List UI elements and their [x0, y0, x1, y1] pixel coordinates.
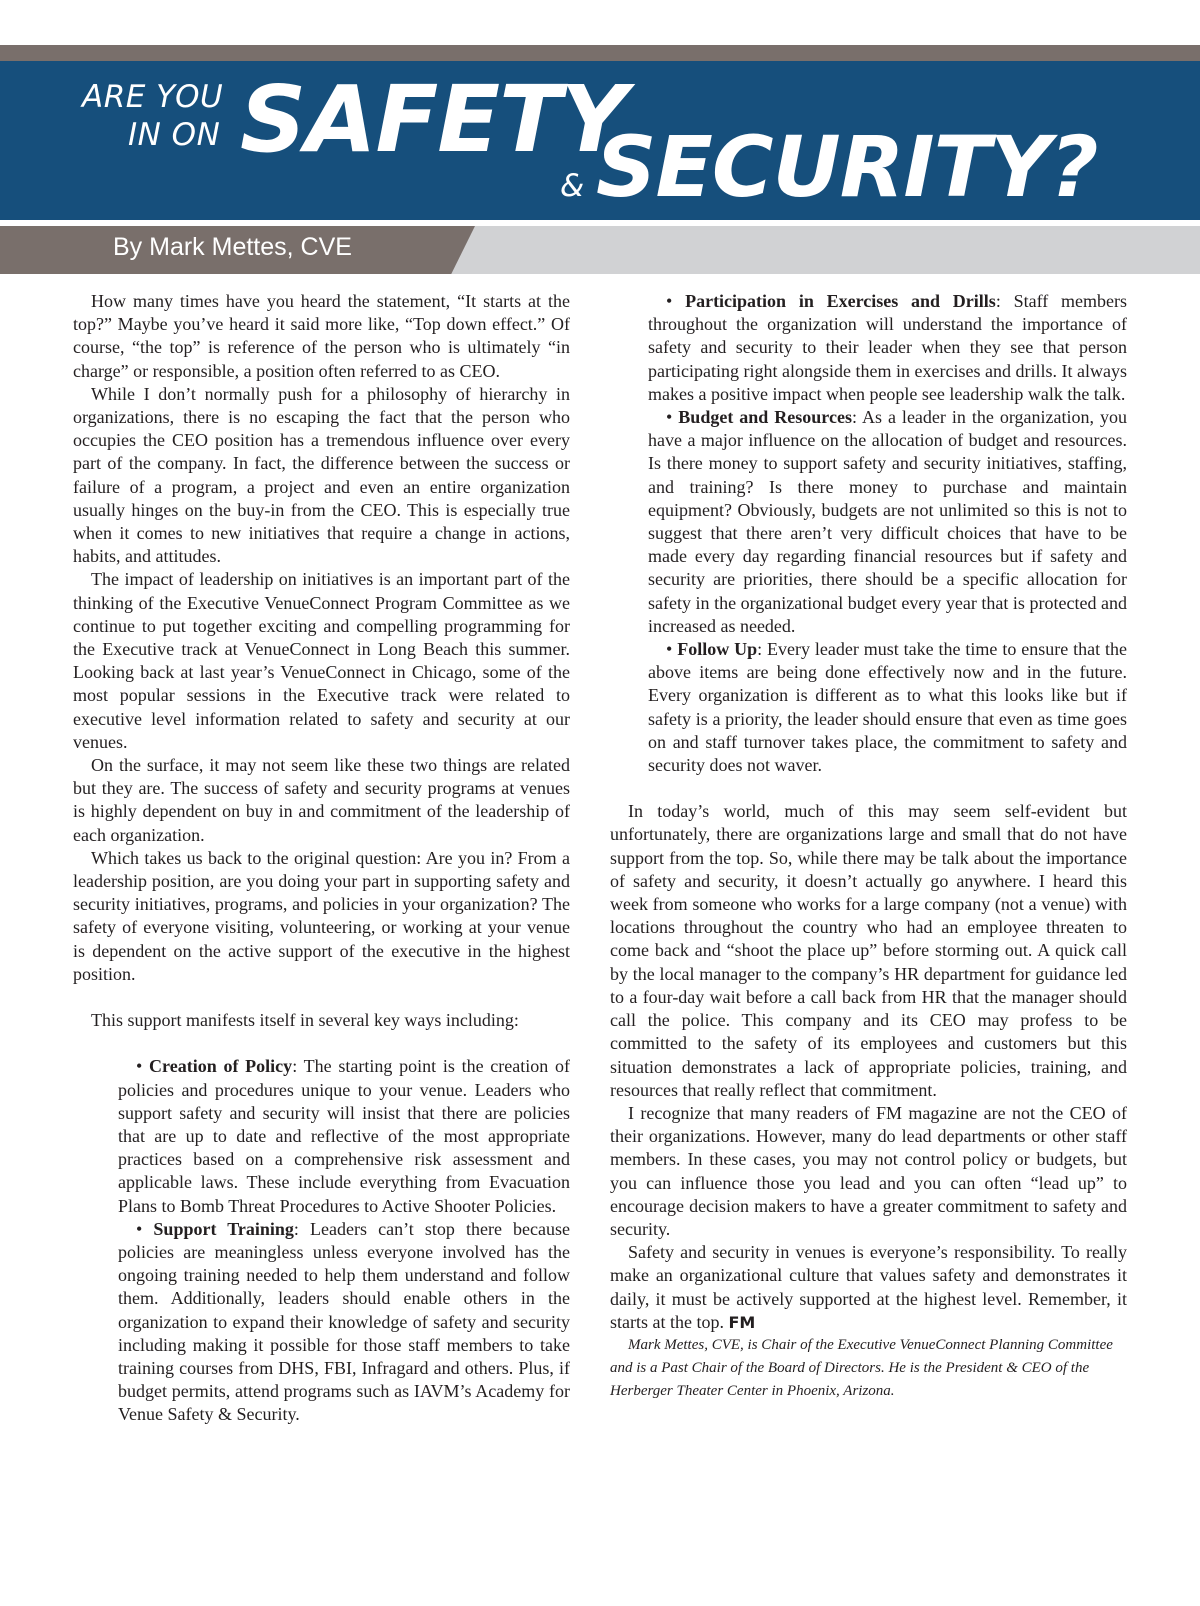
spacer: [73, 986, 570, 1009]
title-are-you: ARE YOU: [82, 79, 224, 115]
bullet-exercises-and-drills: • Participation in Exercises and Drills: Staff members throughout the organization will understand the importance of safety and security to their leader when they see that person participating right alongside them in exercises and drills. It always makes a positive impact when people see leadership walk the talk.: [648, 291, 1127, 404]
title-ampersand: &: [560, 168, 585, 204]
title-safety: SAFETY: [240, 66, 627, 173]
bullet-title: Follow Up: [677, 639, 758, 660]
fm-end-mark: FM: [728, 1312, 756, 1332]
bullet-creation-of-policy: • Creation of Policy: The starting point is the creation of policies and procedures unique to your venue. Leaders who support safety and security will insist that there are policies that are up to date and reflective of the most appropriate practices based on a comprehensive risk assessment and applicable laws. These include everything from Evacuation Plans to Bomb Threat Procedures to Active Shooter Policies.: [118, 1056, 571, 1216]
spacer: [610, 777, 1127, 800]
paragraph: On the surface, it may not seem like these two things are related but they are. The success of safety and security programs at venues is highly dependent on buy in and commitment of the leadership of each organization.: [73, 755, 570, 845]
bullet-support-training: • Support Training: Leaders can’t stop there because policies are meaningless unless everyone involved has the ongoing training needed to help them understand and follow them. Additionally, leaders should enable others in the organization to expand their knowledge of safety and security including making it possible for those staff members to take training courses from DHS, FBI, Infragard and others. Plus, if budget permits, attend programs such as IAVM’s Academy for Venue Safety & Security.: [118, 1218, 570, 1425]
paragraph: While I don’t normally push for a philosophy of hierarchy in organizations, there is no escaping the fact that the person who occupies the CEO position has a tremendous influence over every part of the company. In fact, the difference between the success or failure of a program, a project and even an entire organization usually hinges on the buy-in from the CEO. This is especially true when it comes to new initiatives that require a change in actions, habits, and attitudes.: [73, 383, 570, 567]
author-bio: Mark Mettes, CVE, is Chair of the Executive VenueConnect Planning Committee and is a Past Chair of the Board of Directors. He is the President & CEO of the Herberger Theater Center in Phoenix, Arizona.: [610, 1336, 1113, 1399]
byline: By Mark Mettes, CVE: [113, 233, 352, 261]
title-banner: [0, 61, 1200, 220]
paragraph: I recognize that many readers of FM magazine are not the CEO of their organizations. However, many do lead departments or other staff members. In these cases, you may not control policy or budgets, but you can influence those you lead and you can often “lead up” to encourage decision makers to have a greater commitment to safety and security.: [610, 1102, 1127, 1239]
bullet-title: Support Training: [153, 1218, 294, 1239]
paragraph-closing: [610, 1241, 1127, 1334]
closing-text: Safety and security in venues is everyone’s responsibility. To really make an organizational culture that values safety and demonstrates it daily, it must be actively supported at the highest level. Remember, it starts at the top.: [610, 1242, 1127, 1332]
paragraph: Which takes us back to the original question: Are you in? From a leadership position, are you doing your part in supporting safety and security initiatives, programs, and policies in your organization? The safety of everyone visiting, volunteering, or working at your venue is dependent on the active support of the executive in the highest position.: [73, 847, 570, 984]
bullet-text: : Leaders can’t stop there because policies are meaningless unless everyone involved has the ongoing training needed to help them understand and follow them. Additionally, leaders should enable others in the organization to expand their knowledge of safety and security including making it possible for those staff members to take training courses from DHS, FBI, Infragard and others. Plus, if budget permits, attend programs such as IAVM’s Academy for Venue Safety & Security.: [118, 1218, 570, 1425]
paragraph: In today’s world, much of this may seem self-evident but unfortunately, there are organizations large and small that do not have support from the top. So, while there may be talk about the importance of safety and security, it doesn’t actually go anywhere. I heard this week from someone who works for a large company (not a venue) with locations throughout the country who had an employee threaten to come back and “shoot the place up” before storming out. A quick call by the local manager to the company’s HR department for guidance led to a four-day wait before a call back from HR that the manager should call the police. This company and its CEO may profess to be committed to the safety of its employees and customers but this situation demonstrates a lack of appropriate policies, training, and resources that really reflect that commitment.: [610, 801, 1127, 1100]
title-security: SECURITY?: [596, 118, 1098, 216]
bullet-text: : The starting point is the creation of policies and procedures unique to your venue. Leaders who support safety and security will insist that there are policies that are up to date and reflective of the most appropriate practices based on a comprehensive risk assessment and applicable laws. These include everything from Evacuation Plans to Bomb Threat Procedures to Active Shooter Policies.: [118, 1056, 571, 1216]
left-column: [73, 290, 570, 1427]
bullet-title: Creation of Policy: [149, 1056, 293, 1077]
bullet-budget-and-resources: • Budget and Resources: As a leader in the organization, you have a major influence on the allocation of budget and resources. Is there money to support safety and security initiatives, staffing, and training? Is there money to purchase and maintain equipment? Obviously, budgets are not unlimited so this is not to suggest that there aren’t very difficult choices that have to be made every day regarding financial resources but if safety and security are priorities, there should be a specific allocation for safety in the organizational budget every year that is protected and increased as needed.: [648, 407, 1127, 636]
spacer: [73, 1032, 570, 1055]
bullet-text: : As a leader in the organization, you have a major influence on the allocation of budget and resources. Is there money to support safety and security initiatives, staffing, and training? Is there money to purchase and maintain equipment? Obviously, budgets are not unlimited so this is not to suggest that there aren’t very difficult choices that have to be made every day regarding financial resources but if safety and security are priorities, there should be a specific allocation for safety in the organizational budget every year that is protected and increased as needed.: [648, 407, 1127, 636]
right-column: [610, 290, 1127, 1403]
bullet-title: Participation in Exercises and Drills: [685, 291, 996, 311]
title-in-on: IN ON: [128, 117, 221, 153]
top-accent-strip: [0, 45, 1200, 61]
bullet-text: : Staff members throughout the organization will understand the importance of safety and security to their leader when they see that person participating right alongside them in exercises and drills. It always makes a positive impact when people see leadership walk the talk.: [648, 291, 1127, 404]
paragraph: The impact of leadership on initiatives is an important part of the thinking of the Executive VenueConnect Program Committee as we continue to put together exciting and compelling programming for the Executive track at VenueConnect in Long Beach this summer. Looking back at last year’s VenueConnect in Chicago, some of the most popular sessions in the Executive track were related to executive level information related to safety and security at our venues.: [73, 569, 570, 752]
paragraph: How many times have you heard the statement, “It starts at the top?” Maybe you’ve heard it said more like, “Top down effect.” Of course, “the top” is reference of the person who is ultimately “in charge” or responsible, a position often referred to as CEO.: [73, 291, 570, 381]
bullet-follow-up: • Follow Up: Every leader must take the time to ensure that the above items are being done effectively now and in the future. Every organization is different as to what this looks like but if safety is a priority, the leader should ensure that even as time goes on and staff turnover takes place, the commitment to safety and security does not waver.: [648, 639, 1127, 776]
bullet-title: Budget and Resources: [678, 407, 852, 428]
paragraph: This support manifests itself in several key ways including:: [91, 1010, 519, 1031]
bullet-text: : Every leader must take the time to ensure that the above items are being done effectively now and in the future. Every organization is different as to what this looks like but if safety is a priority, the leader should ensure that even as time goes on and staff turnover takes place, the commitment to safety and security does not waver.: [648, 639, 1127, 776]
